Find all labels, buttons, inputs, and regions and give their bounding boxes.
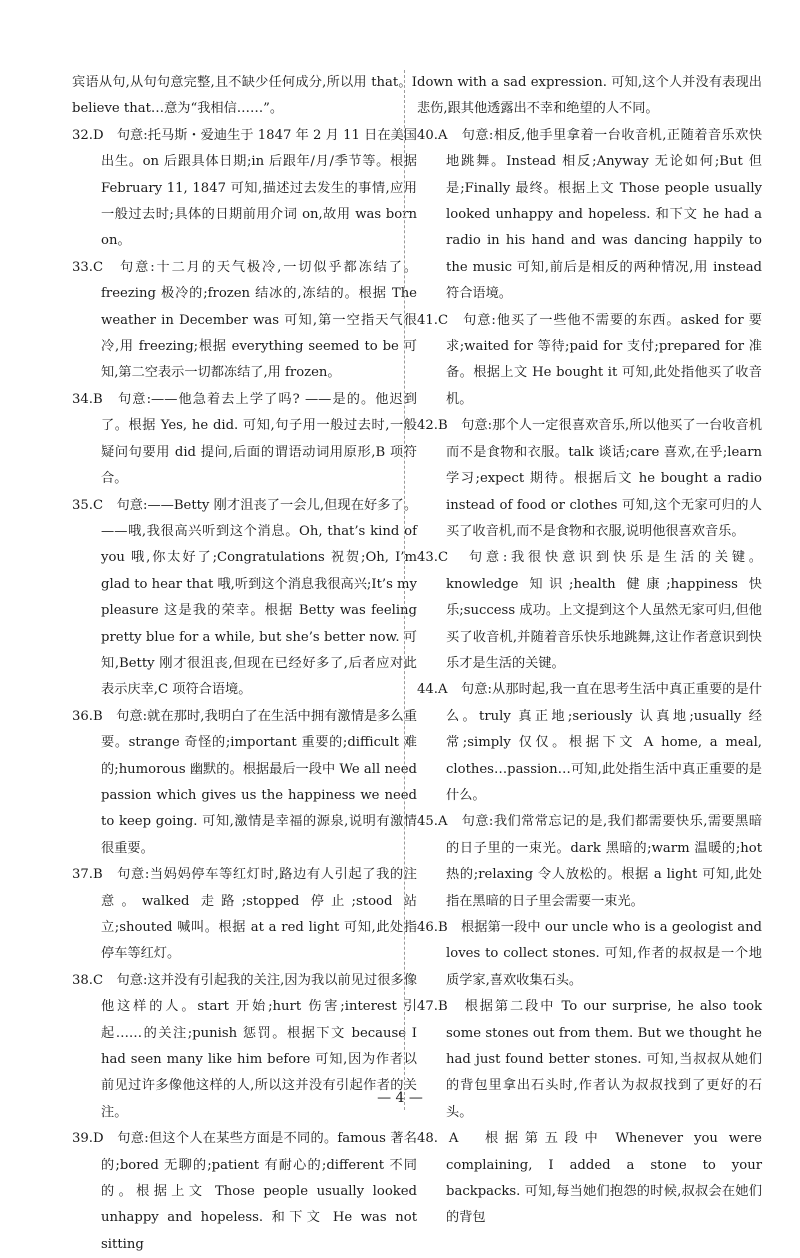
answer-number: 39.D — [72, 1131, 104, 1147]
answer-explanation: 句意:托马斯・爱迪生于 1847 年 2 月 11 日在美国出生。on 后跟具体日期;in 后跟年/月/季节等。根据 February 11, 1847 可知,描述过去发生的事情,应用一般过去时;具体的日期前用介词 on,故用 was born on。 — [101, 127, 417, 249]
answer-explanation: 句意:我很快意识到快乐是生活的关键。knowledge 知识;health 健康;happiness 快乐;success 成功。上文提到这个人虽然无家可归,但他买了收音机,并随着音乐快乐地跳舞,这让作者意识到快乐才是生活的关键。 — [446, 550, 762, 671]
answer-explanation: 句意:——他急着去上学了吗? ——是的。他迟到了。根据 Yes, he did. 可知,句子用一般过去时,一般疑问句要用 did 提问,后面的谓语动词用原形,B 项符合。 — [101, 391, 417, 487]
answer-number: 43.C — [417, 550, 449, 566]
answer-item — [417, 915, 762, 994]
answer-number: 34.B — [72, 391, 103, 407]
answer-item — [417, 809, 762, 915]
answer-explanation: 句意:他买了一些他不需要的东西。asked for 要求;waited for 等待;paid for 支付;prepared for 准备。根据上文 He bought it 可知,此处指他买了收音机。 — [446, 312, 762, 407]
answer-number: 44.A — [417, 682, 448, 698]
answer-explanation: 句意:就在那时,我明白了在生活中拥有激情是多么重要。strange 奇怪的;important 重要的;difficult 难的;humorous 幽默的。根据最后一段中 We all need passion which gives us the happiness we need to keep going. 可知,激情是幸福的源泉,说明有激情很重要。 — [101, 708, 418, 856]
answer-explanation: 句意:十二月的天气极冷,一切似乎都冻结了。freezing 极冷的;frozen 结冰的,冻结的。根据 The weather in December was 可知,第一空指天气很冷,用 freezing;根据 everything seemed to be 可知,第二空表示一切都冻结了,用 frozen。 — [101, 259, 417, 381]
left-column — [72, 70, 417, 1258]
answer-explanation: 句意:当妈妈停车等红灯时,路边有人引起了我的注意。walked 走路;stopped 停止;stood 站立;shouted 喊叫。根据 at a red light 可知,此处指停车等红灯。 — [101, 867, 417, 962]
answer-number: 48. A — [417, 1131, 459, 1147]
answer-continuation — [72, 70, 417, 123]
answer-item — [417, 413, 762, 545]
answer-explanation: down with a sad expression. 可知,这个人并没有表现出悲伤,跟其他透露出不幸和绝望的人不同。 — [417, 75, 762, 117]
answer-item — [72, 704, 417, 862]
answer-number: 37.B — [72, 867, 103, 883]
answer-item — [417, 994, 762, 1126]
answer-explanation: 句意:相反,他手里拿着一台收音机,正随着音乐欢快地跳舞。Instead 相反;Anyway 无论如何;But 但是;Finally 最终。根据上文 Those people usually looked unhappy and hopeless. 和下文 he had a radio in his hand and was dancing happily to the music 可知,前后是相反的两种情况,用 instead 符合语境。 — [446, 127, 763, 302]
right-column — [417, 70, 762, 1232]
answer-item — [417, 308, 762, 414]
answer-item — [417, 123, 762, 308]
answer-explanation: 根据第五段中 Whenever you were complaining, I added a stone to your backpacks. 可知,每当她们抱怨的时候,叔叔会在她们的背包 — [446, 1131, 762, 1226]
page-number: — 4 — — [377, 1090, 423, 1106]
answer-item — [72, 387, 417, 493]
answer-number: 32.D — [72, 127, 104, 143]
answer-number: 47.B — [417, 999, 448, 1015]
answer-number: 41.C — [417, 312, 449, 328]
answer-number: 35.C — [72, 497, 104, 513]
answer-explanation: 句意:但这个人在某些方面是不同的。famous 著名的;bored 无聊的;patient 有耐心的;different 不同的。根据上文 Those people usually looked unhappy and hopeless. 和下文 He was not sitting — [101, 1131, 417, 1252]
answer-item — [72, 123, 417, 255]
answer-number: 46.B — [417, 920, 448, 935]
answer-explanation: 句意:——Betty 刚才沮丧了一会儿,但现在好多了。——哦,我很高兴听到这个消息。Oh, that’s kind of you 哦,你太好了;Congratulations 祝贺;Oh, I’m glad to hear that 哦,听到这个消息我很高兴;It’s my pleasure 这是我的荣幸。根据 Betty was feeling pretty blue for a while, but she’s better now. 可知,Betty 刚才很沮丧,但现在已经好多了,后者应对此表示庆幸,C 项符合语境。 — [101, 497, 418, 698]
answer-number: 33.C — [72, 259, 104, 275]
answer-item — [72, 255, 417, 387]
answer-number: 38.C — [72, 972, 104, 988]
answer-item — [417, 1126, 762, 1232]
answer-explanation: 句意:从那时起,我一直在思考生活中真正重要的是什么。truly 真正地;seriously 认真地;usually 经常;simply 仅仅。根据下文 A home, a meal, clothes…passion…可知,此处指生活中真正重要的是什么。 — [446, 682, 763, 803]
answer-number: 40.A — [417, 127, 448, 143]
answer-item — [72, 1126, 417, 1258]
answer-item — [72, 862, 417, 968]
answer-number: 42.B — [417, 418, 448, 434]
answer-number: 36.B — [72, 708, 103, 724]
answer-item — [72, 493, 417, 704]
answer-item — [417, 677, 762, 809]
answer-item — [417, 545, 762, 677]
answer-explanation: 句意:我们常常忘记的是,我们都需要快乐,需要黑暗的日子里的一束光。dark 黑暗的;warm 温暖的;hot 热的;relaxing 令人放松的。根据 a light 可知,此处指在黑暗的日子里会需要一束光。 — [446, 814, 763, 909]
answer-continuation — [417, 70, 762, 123]
answer-explanation: 宾语从句,从句句意完整,且不缺少任何成分,所以用 that。I believe that…意为“我相信……”。 — [72, 75, 417, 117]
answer-explanation: 句意:这并没有引起我的关注,因为我以前见过很多像他这样的人。start 开始;hurt 伤害;interest 引起……的关注;punish 惩罚。根据下文 because I had seen many like him before 可知,因为作者以前见过许多像他这样的人,所以这并没有引起作者的关注。 — [101, 972, 418, 1120]
answer-number: 45.A — [417, 814, 448, 830]
answer-explanation: 句意:那个人一定很喜欢音乐,所以他买了一台收音机而不是食物和衣服。talk 谈话;care 喜欢,在乎;learn 学习;expect 期待。根据后文 he bought a radio instead of food or clothes 可知,这个无家可归的人买了收音机,而不是食物和衣服,说明他很喜欢音乐。 — [446, 418, 763, 539]
answer-explanation: 根据第二段中 To our surprise, he also took some stones out from them. But we thought he had just found better stones. 可知,当叔叔从她们的背包里拿出石头时,作者认为叔叔找到了更好的石头。 — [446, 999, 762, 1120]
column-divider — [404, 70, 405, 1110]
answer-explanation: 根据第一段中 our uncle who is a geologist and loves to collect stones. 可知,作者的叔叔是一个地质学家,喜欢收集石头。 — [446, 920, 762, 988]
